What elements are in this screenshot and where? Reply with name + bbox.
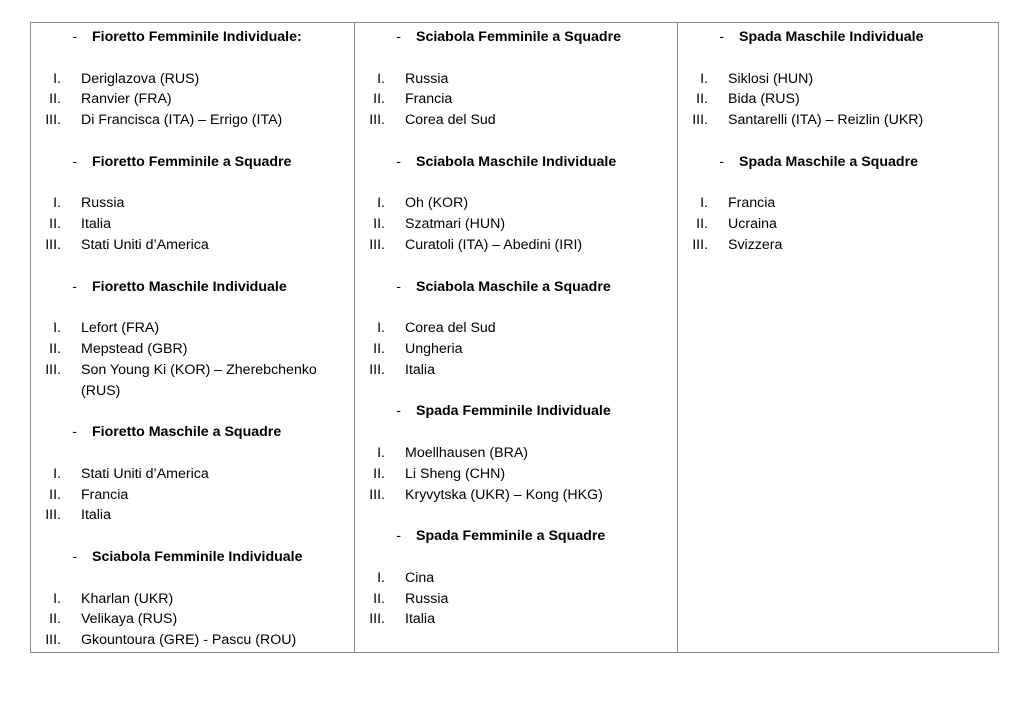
rank-name: Russia — [405, 590, 449, 607]
results-list — [678, 193, 998, 255]
list-item — [31, 360, 354, 402]
rank-number: II. — [373, 340, 385, 357]
rank-name: Svizzera — [728, 236, 783, 253]
event-dash: - — [396, 29, 401, 45]
list-item — [31, 89, 354, 110]
rank-number: III. — [369, 486, 385, 503]
rank-name: Italia — [81, 507, 111, 524]
rank-name: Szatmari (HUN) — [405, 216, 506, 233]
rank-name: Li Sheng (CHN) — [405, 465, 506, 482]
event-dash: - — [719, 29, 724, 45]
list-item — [31, 464, 354, 485]
list-item — [31, 339, 354, 360]
rank-number: I. — [700, 195, 708, 212]
event-header — [31, 27, 354, 48]
list-item — [355, 568, 677, 589]
rank-number: II. — [373, 216, 385, 233]
event-block — [355, 277, 677, 381]
results-list — [355, 443, 677, 505]
event-dash: - — [396, 278, 401, 295]
list-item — [678, 89, 998, 110]
event-title: Fioretto Femminile Individuale: — [92, 29, 302, 45]
rank-name: Italia — [405, 361, 435, 378]
rank-name: Francia — [728, 195, 776, 212]
event-block — [355, 152, 677, 256]
event-block — [31, 27, 354, 131]
rank-name: Italia — [81, 216, 111, 233]
event-title: Spada Femminile Individuale — [416, 403, 611, 420]
event-dash: - — [72, 278, 77, 295]
rank-name: Francia — [405, 91, 453, 108]
event-header — [678, 152, 998, 173]
rank-name: Siklosi (HUN) — [728, 70, 814, 87]
rank-number: III. — [45, 112, 61, 129]
event-header — [678, 27, 998, 48]
list-item — [355, 589, 677, 610]
list-item — [355, 360, 677, 381]
event-title: Spada Maschile Individuale — [739, 29, 924, 45]
list-item — [355, 464, 677, 485]
rank-name: Stati Uniti d’America — [81, 236, 209, 253]
rank-number: I. — [53, 465, 61, 482]
rank-number: III. — [369, 236, 385, 253]
rank-name: Kharlan (UKR) — [81, 590, 174, 607]
results-list — [31, 193, 354, 255]
results-table — [30, 22, 999, 653]
results-list — [31, 589, 354, 651]
list-item — [355, 609, 677, 630]
rank-name: Stati Uniti d’America — [81, 465, 209, 482]
list-item — [355, 89, 677, 110]
list-item — [355, 443, 677, 464]
rank-number: II. — [49, 216, 61, 233]
rank-number: III. — [369, 611, 385, 628]
results-list — [31, 318, 354, 401]
results-list — [355, 568, 677, 630]
rank-name: Bida (RUS) — [728, 91, 800, 108]
event-title: Sciabola Maschile Individuale — [416, 153, 617, 170]
results-list — [31, 464, 354, 526]
rank-name: Gkountoura (GRE) - Pascu (ROU) — [81, 632, 297, 649]
event-dash: - — [72, 548, 77, 565]
rank-number: II. — [373, 465, 385, 482]
event-title: Sciabola Maschile a Squadre — [416, 278, 611, 295]
list-item — [31, 214, 354, 235]
event-title: Fioretto Maschile a Squadre — [92, 424, 282, 441]
rank-number: I. — [377, 70, 385, 87]
rank-number: III. — [369, 361, 385, 378]
event-dash: - — [396, 403, 401, 420]
rank-number: I. — [377, 195, 385, 212]
rank-name: Velikaya (RUS) — [81, 611, 178, 628]
rank-name: Russia — [405, 70, 449, 87]
rank-number: I. — [53, 70, 61, 87]
rank-number: I. — [53, 195, 61, 212]
event-header — [31, 277, 354, 298]
list-item — [31, 110, 354, 131]
event-block — [355, 401, 677, 505]
rank-number: II. — [49, 611, 61, 628]
rank-name: Corea del Sud — [405, 320, 496, 337]
list-item — [355, 214, 677, 235]
results-list — [355, 318, 677, 380]
rank-number: III. — [692, 236, 708, 253]
rank-number: I. — [53, 320, 61, 337]
rank-name: Oh (KOR) — [405, 195, 469, 212]
list-item — [678, 235, 998, 256]
event-title: Fioretto Femminile a Squadre — [92, 153, 292, 170]
event-header — [355, 526, 677, 547]
event-block — [31, 277, 354, 402]
rank-name: Italia — [405, 611, 435, 628]
rank-number: III. — [45, 507, 61, 524]
list-item — [355, 110, 677, 131]
list-item — [31, 589, 354, 610]
list-item — [678, 214, 998, 235]
event-title: Spada Femminile a Squadre — [416, 528, 606, 545]
event-block — [31, 422, 354, 526]
event-block — [678, 152, 998, 256]
event-block — [31, 152, 354, 256]
rank-number: I. — [377, 320, 385, 337]
list-item — [31, 630, 354, 651]
results-list — [678, 69, 998, 131]
rank-name: Corea del Sud — [405, 112, 496, 129]
rank-name: Deriglazova (RUS) — [81, 70, 200, 87]
event-dash: - — [72, 153, 77, 170]
list-item — [31, 505, 354, 526]
rank-name: Ranvier (FRA) — [81, 91, 172, 108]
results-list — [31, 69, 354, 131]
event-dash: - — [72, 29, 77, 45]
event-dash: - — [719, 153, 724, 170]
rank-name: Kryvytska (UKR) – Kong (HKG) — [405, 486, 603, 503]
rank-number: III. — [692, 112, 708, 129]
list-item — [678, 110, 998, 131]
list-item — [355, 235, 677, 256]
list-item — [31, 235, 354, 256]
rank-number: III. — [45, 361, 61, 378]
event-block — [355, 27, 677, 131]
event-header — [355, 27, 677, 48]
event-header — [31, 422, 354, 443]
event-block — [678, 27, 998, 131]
rank-number: I. — [377, 444, 385, 461]
rank-number: III. — [369, 112, 385, 129]
event-title: Fioretto Maschile Individuale — [92, 278, 287, 295]
event-title: Sciabola Femminile Individuale — [92, 548, 303, 565]
event-header — [355, 401, 677, 422]
rank-name: Di Francisca (ITA) – Errigo (ITA) — [81, 112, 283, 129]
event-title: Sciabola Femminile a Squadre — [416, 29, 621, 45]
rank-name: Santarelli (ITA) – Reizlin (UKR) — [728, 112, 924, 129]
event-dash: - — [396, 528, 401, 545]
list-item — [31, 318, 354, 339]
rank-name: Russia — [81, 195, 125, 212]
event-block — [355, 526, 677, 630]
rank-name: Cina — [405, 569, 435, 586]
list-item — [31, 193, 354, 214]
list-item — [31, 69, 354, 90]
rank-number: I. — [53, 590, 61, 607]
list-item — [31, 485, 354, 506]
rank-number: II. — [696, 91, 708, 108]
rank-name: Moellhausen (BRA) — [405, 444, 529, 461]
event-dash: - — [72, 424, 77, 441]
event-header — [31, 547, 354, 568]
event-dash: - — [396, 153, 401, 170]
rank-number: II. — [49, 340, 61, 357]
rank-name: Ungheria — [405, 340, 463, 357]
list-item — [31, 609, 354, 630]
rank-number: III. — [45, 236, 61, 253]
list-item — [678, 69, 998, 90]
rank-name: Ucraina — [728, 216, 777, 233]
column-1 — [31, 23, 354, 652]
list-item — [355, 339, 677, 360]
column-3 — [677, 23, 998, 652]
rank-name: Francia — [81, 486, 129, 503]
rank-number: II. — [373, 91, 385, 108]
results-list — [355, 193, 677, 255]
rank-number: II. — [696, 216, 708, 233]
event-title: Spada Maschile a Squadre — [739, 153, 918, 170]
rank-number: I. — [377, 569, 385, 586]
rank-name: Mepstead (GBR) — [81, 340, 188, 357]
rank-name: Curatoli (ITA) – Abedini (IRI) — [405, 236, 583, 253]
list-item — [355, 69, 677, 90]
rank-number: II. — [49, 91, 61, 108]
rank-number: III. — [45, 632, 61, 649]
list-item — [355, 318, 677, 339]
rank-number: I. — [700, 70, 708, 87]
column-2 — [354, 23, 677, 652]
list-item — [355, 193, 677, 214]
rank-name: Son Young Ki (KOR) – Zherebchenko (RUS) — [81, 361, 317, 399]
rank-name: Lefort (FRA) — [81, 320, 160, 337]
event-block — [31, 547, 354, 651]
event-header — [355, 277, 677, 298]
event-header — [355, 152, 677, 173]
list-item — [355, 485, 677, 506]
rank-number: II. — [49, 486, 61, 503]
results-list — [355, 69, 677, 131]
event-header — [31, 152, 354, 173]
list-item — [678, 193, 998, 214]
rank-number: II. — [373, 590, 385, 607]
